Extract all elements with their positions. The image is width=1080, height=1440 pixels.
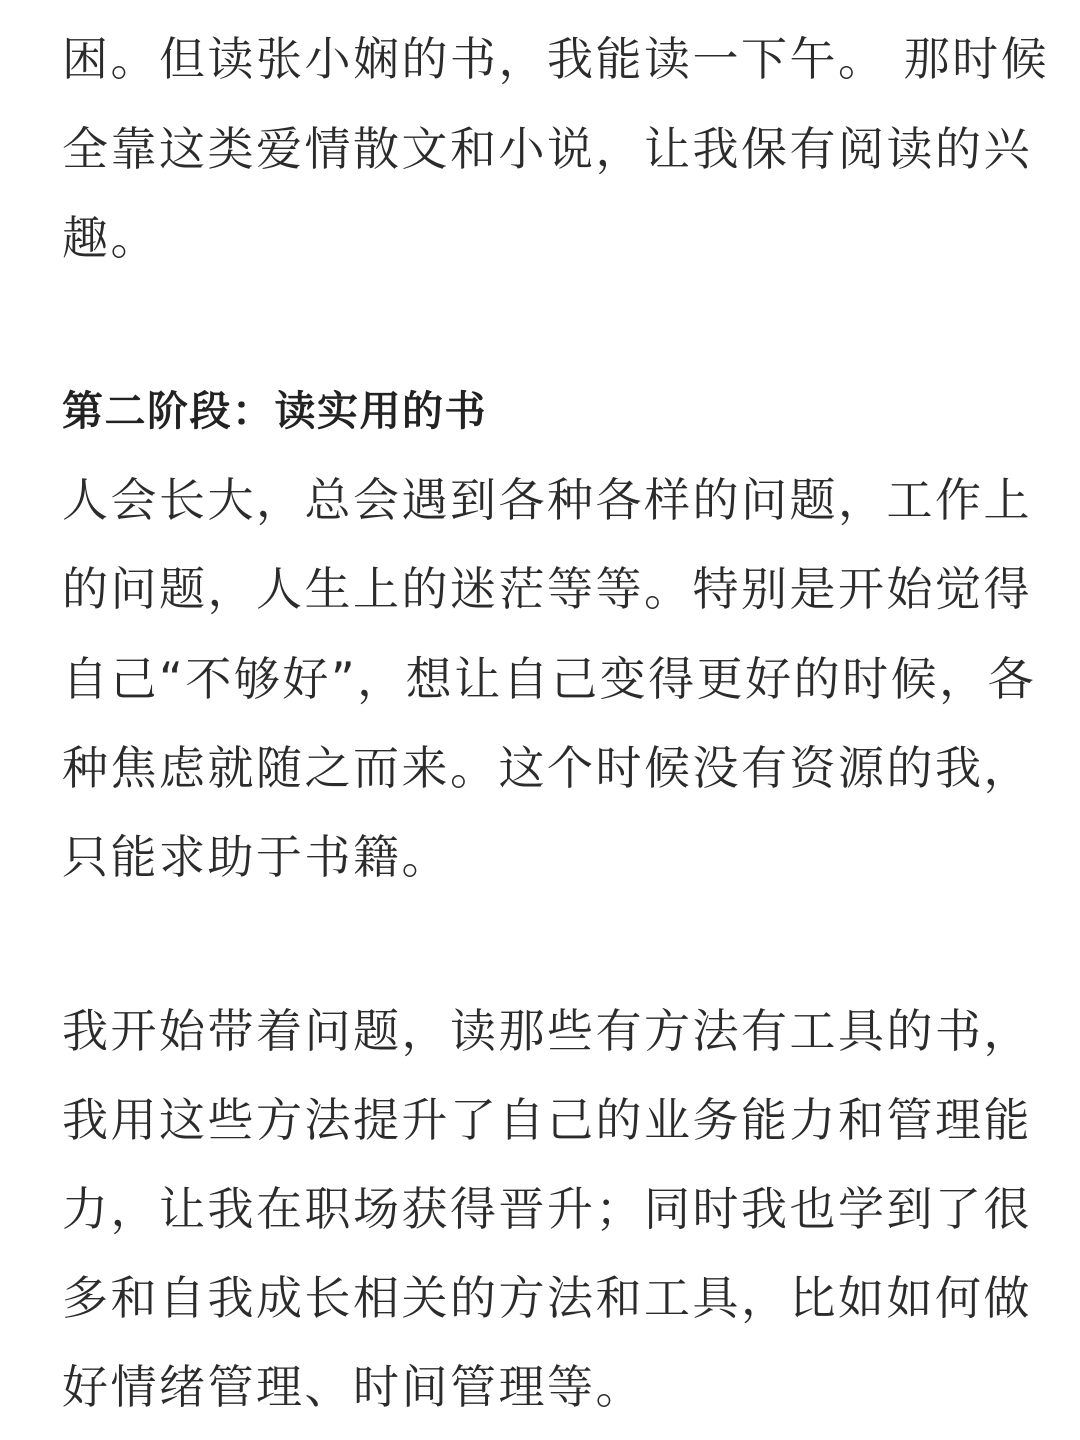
text-line: 趣。 xyxy=(62,211,159,265)
text-line: 种焦虑就随之而来。这个时候没有资源的我， xyxy=(62,741,1032,795)
text-line: 我开始带着问题，读那些有方法有工具的书， xyxy=(62,1004,1032,1058)
text-line: 的问题，人生上的迷茫等等。特别是开始觉得 xyxy=(62,562,1032,616)
text-line: 困。但读张小娴的书，我能读一下午。 那时候 xyxy=(62,32,1050,86)
text-line: 多和自我成长相关的方法和工具，比如如何做 xyxy=(62,1271,1032,1325)
text-line: 我用这些方法提升了自己的业务能力和管理能 xyxy=(62,1093,1032,1147)
section-heading: 第二阶段：读实用的书 xyxy=(62,387,487,435)
text-line: 全靠这类爱情散文和小说，让我保有阅读的兴 xyxy=(62,122,1032,176)
text-line: 自己“不够好”，想让自己变得更好的时候，各 xyxy=(62,652,1037,706)
text-line: 好情绪管理、时间管理等。 xyxy=(62,1360,644,1414)
text-line: 力，让我在职场获得晋升；同时我也学到了很 xyxy=(62,1182,1032,1236)
text-line: 人会长大，总会遇到各种各样的问题，工作上 xyxy=(62,473,1032,527)
text-line: 只能求助于书籍。 xyxy=(62,830,450,884)
